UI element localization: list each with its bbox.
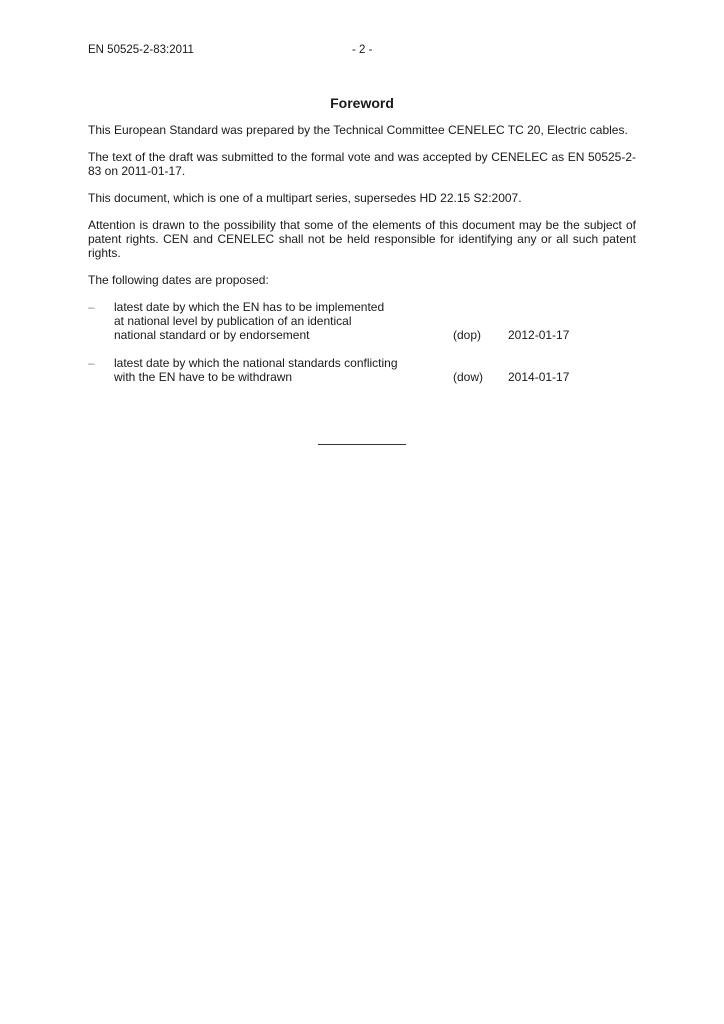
date-description-line: latest date by which the national standards conflicting (114, 356, 398, 370)
date-description-line: at national level by publication of an identical (114, 314, 352, 328)
date-abbreviation: (dow) (453, 370, 484, 384)
paragraph-dates-intro: The following dates are proposed: (88, 273, 269, 287)
page-number: - 2 - (352, 44, 373, 56)
paragraph-vote: The text of the draft was submitted to the formal vote and was accepted by CENELEC as EN 50525-2-83 on 2011-01-17. (88, 150, 636, 178)
paragraph-committee: This European Standard was prepared by the Technical Committee CENELEC TC 20, Electric cables. (88, 123, 628, 137)
dash-bullet: – (88, 300, 95, 314)
date-value: 2012-01-17 (508, 328, 570, 342)
date-description-line: latest date by which the EN has to be implemented (114, 300, 385, 314)
paragraph-patent: Attention is drawn to the possibility that some of the elements of this document may be the subject of patent rights. CEN and CENELEC shall not be held responsible for identifying any or all such patent rights. (88, 218, 636, 260)
document-id: EN 50525-2-83:2011 (88, 44, 194, 56)
date-description-line: with the EN have to be withdrawn (114, 370, 293, 384)
paragraph-supersedes: This document, which is one of a multipart series, supersedes HD 22.15 S2:2007. (88, 191, 522, 205)
date-description (114, 356, 444, 384)
end-rule (318, 444, 406, 445)
date-description-line: national standard or by endorsement (114, 328, 310, 342)
page-title: Foreword (330, 95, 394, 111)
date-description (114, 300, 444, 342)
dash-bullet: – (88, 356, 95, 370)
date-value: 2014-01-17 (508, 370, 570, 384)
foreword-body (88, 123, 636, 398)
date-abbreviation: (dop) (453, 328, 482, 342)
dates-list (88, 300, 636, 398)
list-item (88, 356, 636, 398)
list-item (88, 300, 636, 356)
